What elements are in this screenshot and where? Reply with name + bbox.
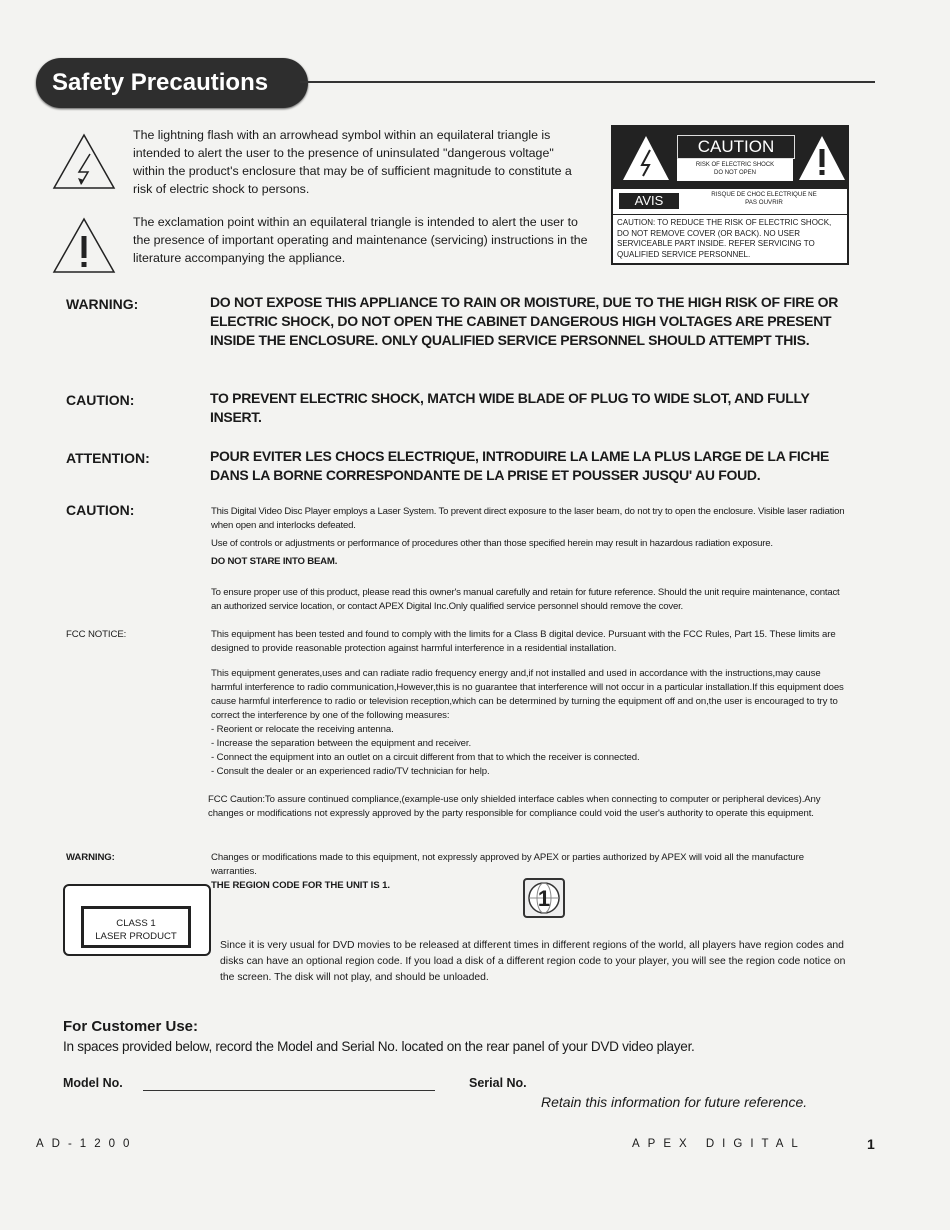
proper-use-text: To ensure proper use of this product, please read this owner's manual carefully and retain for future reference. Should the unit require maintenance, contact an authorized service location, or contact APEX Digital Inc.Only qualified service personnel should remove the cover.	[211, 587, 840, 612]
lightning-description: The lightning flash with an arrowhead symbol within an equilateral triangle is intended to alert the user to the presence of uninsulated "dangerous voltage" within the product's enclosure that may be of sufficient magnitude to constitute a risk of electric shock to persons.	[133, 128, 572, 196]
warranty-warning-text: Changes or modifications made to this equipment, not expressly approved by APEX or parties authorized by APEX will void all the manufacture warranties.	[211, 852, 804, 877]
fcc-notice-label: FCC NOTICE:	[66, 629, 127, 640]
header-rule	[300, 81, 875, 83]
exclamation-warning-icon	[52, 216, 116, 274]
laser-caution-text: This Digital Video Disc Player employs a Laser System. To prevent direct exposure to the laser beam, do not try to open the enclosure. Visible laser radiation when open and interlocks defeated.	[211, 506, 845, 531]
retain-note: Retain this information for future reference.	[541, 1094, 808, 1110]
lightning-icon	[621, 133, 671, 183]
customer-use-heading: For Customer Use:	[63, 1018, 199, 1035]
caution-label	[611, 125, 849, 265]
region-code-text: THE REGION CODE FOR THE UNIT IS 1.	[211, 880, 390, 891]
page-number: 1	[867, 1136, 875, 1152]
warning-label-2: WARNING:	[66, 852, 115, 863]
attention-text: POUR EVITER LES CHOCS ELECTRIQUE, INTRODUIRE LA LAME LA PLUS LARGE DE LA FICHE DANS LA BORNE CORRESPONDANTE DE LA PRISE ET POUSSER JUSQU' AU FOUD.	[210, 448, 830, 483]
region-code-badge	[523, 878, 565, 918]
model-number-field[interactable]	[143, 1090, 435, 1091]
warning-text: DO NOT EXPOSE THIS APPLIANCE TO RAIN OR MOISTURE, DUE TO THE HIGH RISK OF FIRE OR ELECTRIC SHOCK, DO NOT OPEN THE CABINET DANGEROUS HIGH VOLTAGES ARE PRESENT INSIDE THE ENCLOSURE. ONLY QUALIFIED SERVICE PERSONNEL SHOULD ATTEMPT THIS.	[210, 294, 839, 348]
laser-product-label: CLASS 1 LASER PRODUCT	[81, 906, 191, 948]
list-item: - Increase the separation between the equipment and receiver.	[211, 737, 851, 751]
footer-brand: APEX DIGITAL	[632, 1138, 806, 1150]
caution-label-subtitle: RISK OF ELECTRIC SHOCK DO NOT OPEN	[677, 159, 793, 181]
caution-label-1: CAUTION:	[66, 392, 135, 408]
section-title: Safety Precautions	[36, 58, 308, 108]
customer-instruction: In spaces provided below, record the Model and Serial No. located on the rear panel of your DVD video player.	[63, 1039, 695, 1054]
fcc-measures-list	[211, 723, 851, 779]
list-item: - Connect the equipment into an outlet on a circuit different from that to which the receiver is connected.	[211, 751, 851, 765]
caution-label-title: CAUTION	[677, 135, 795, 159]
radiation-warning-text: Use of controls or adjustments or performance of procedures other than those specified herein may result in hazardous radiation exposure.	[211, 538, 773, 549]
avis-badge: AVIS	[619, 193, 679, 209]
footer-model: AD-1200	[36, 1138, 138, 1150]
list-item: - Consult the dealer or an experienced radio/TV technician for help.	[211, 765, 851, 779]
attention-label: ATTENTION:	[66, 450, 150, 466]
list-item: - Reorient or relocate the receiving antenna.	[211, 723, 851, 737]
caution-text-1: TO PREVENT ELECTRIC SHOCK, MATCH WIDE BLADE OF PLUG TO WIDE SLOT, AND FULLY INSERT.	[210, 390, 810, 425]
exclamation-icon	[797, 133, 847, 183]
caution-label-caption: CAUTION: TO REDUCE THE RISK OF ELECTRIC SHOCK, DO NOT REMOVE COVER (OR BACK). NO USER SERVICEABLE PART INSIDE. REFER SERVICING TO QUALIFIED SERVICE PERSONNEL.	[613, 214, 847, 263]
lightning-warning-icon	[52, 132, 116, 190]
exclamation-description: The exclamation point within an equilateral triangle is intended to alert the user to the presence of important operating and maintenance (servicing) instructions in the literature accompanying the appliance.	[133, 215, 588, 265]
svg-text:1: 1	[537, 886, 551, 911]
fcc-interference-text: This equipment generates,uses and can radiate radio frequency energy and,if not installed and used in accordance with the instructions,may cause harmful interference to radio communication,However,this is no guarantee that interference will not occur in a particular installation.If this equipment does cause harmful interference to radio or television reception,which can be determined by turning the equipment off and on,the user is encouraged to try to correct the interference by one of the following measures:	[211, 668, 844, 721]
region-explanation: Since it is very usual for DVD movies to be released at different times in different regions of the world, all players have region codes and disks can have an optional region code. If you load a disk of a different region code to your player, you will see the region code notice on the screen. The disk will not play, and should be unloaded.	[220, 940, 846, 983]
avis-text: RISQUE DE CHOC ELECTRIQUE NE PAS OUVRIR	[711, 191, 817, 206]
serial-number-field[interactable]	[540, 1090, 850, 1091]
fcc-compliance-text: This equipment has been tested and found to comply with the limits for a Class B digital device. Pursuant with the FCC Rules, Part 15. These limits are designed to provide reasonable protection against harmful interference in a residential installation.	[211, 629, 836, 654]
model-number-label: Model No.	[63, 1076, 123, 1090]
do-not-stare-text: DO NOT STARE INTO BEAM.	[211, 556, 338, 567]
fcc-caution-text: FCC Caution:To assure continued compliance,(example-use only shielded interface cables when connecting to computer or peripheral devices).Any changes or modifications not expressly approved by the party responsible for compliance could void the user's authority to operate this equipment.	[208, 794, 821, 819]
serial-number-label: Serial No.	[469, 1076, 527, 1090]
warning-label: WARNING:	[66, 296, 139, 312]
globe-icon	[525, 880, 563, 916]
caution-label-2: CAUTION:	[66, 502, 135, 518]
